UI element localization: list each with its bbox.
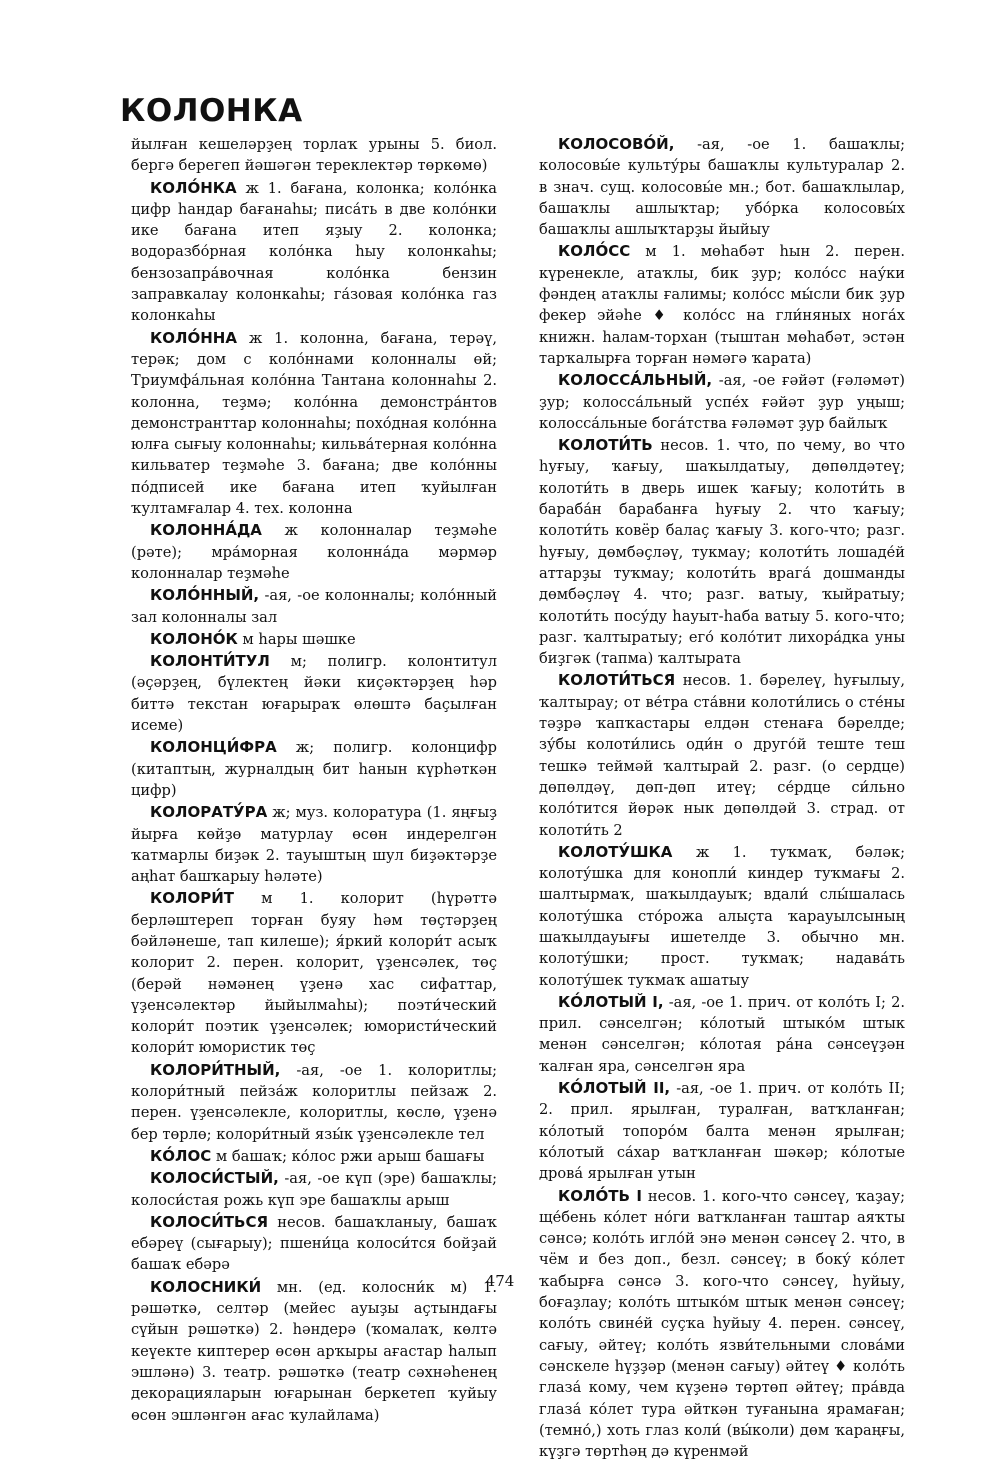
entry-text: м башаҡ; ко́лос ржи арыш башағы xyxy=(211,1147,485,1165)
entry-headword: КОЛОССА́ЛЬНЫЙ, xyxy=(558,371,713,390)
left-column xyxy=(131,134,497,1427)
dictionary-entry xyxy=(131,1168,497,1211)
entry-headword: КОЛОСНИКИ́ xyxy=(150,1277,262,1296)
entry-text: -ая, -ое 1. колоритлы; колори́тный пейза́ж колоритлы пейзаж 2. перен. үҙенсәлекле, колоритлы, көслө, үҙенә бер төрлө; колори́тный язы́к үҙенсәлекле тел xyxy=(131,1061,497,1143)
dictionary-entry xyxy=(131,178,497,327)
dictionary-entry xyxy=(539,842,905,991)
entry-headword: КОЛОСИ́СТЫЙ, xyxy=(150,1169,279,1188)
entry-headword: КО́ЛОТЫЙ II, xyxy=(558,1079,671,1098)
entry-text: -ая, -ое колонналы; коло́нный зал колонналы зал xyxy=(131,587,497,626)
dictionary-entry xyxy=(131,651,497,736)
dictionary-entry xyxy=(539,1078,905,1184)
entry-text: -ая, -ое 1. прич. от коло́ть II; 2. прил. ярылған, туралған, ватҡланған; ко́лотый топоро́м балта менән ярылған; ко́лотый са́хар ватҡланған шәкәр; ко́лотые дрова́ ярылған утын xyxy=(539,1080,905,1183)
dictionary-entry xyxy=(131,520,497,584)
entry-text: -ая, -ое 1. прич. от коло́ть I; 2. прил. сәнселгән; ко́лотый штыко́м штык менән сәнселгән; ко́лотая ра́на сәнсеүҙән ҡалған яра, сәнселгән яра xyxy=(539,993,905,1075)
entry-headword: КОЛО́СС xyxy=(558,242,631,261)
dictionary-entry xyxy=(131,1277,497,1426)
entry-text: -ая, -ое 1. башаҡлы; колосовы́е культу́ры башаҡлы культуралар 2. в знач. сущ. колосовы́е мн.; бот. башаҡлылар, башаҡлы ашлыҡтар; убо́рка колосовы́х башаҡлы ашлыҡтарҙы йыйыу xyxy=(539,136,905,239)
entry-text: -ая, -ое күп (эре) башаҡлы; колоси́стая рожь күп эре башаҡлы арыш xyxy=(131,1170,497,1209)
entry-text: м; полигр. колонтитул (әҫәрҙең, бүлектең йәки киҫәктәрҙең һәр биттә текстан юғарыраҡ өлөштә баҫылған исеме) xyxy=(131,653,497,735)
entry-headword: КОЛО́НКА xyxy=(150,178,237,197)
entry-text: йылған кешеләрҙең торлаҡ урыны 5. биол. бергә берегеп йәшәгән тереклектәр төркөмө) xyxy=(131,136,497,175)
entry-text: м 1. колорит (һүрәттә берләштереп торған буяу һәм төҫтәрҙең бәйләнеше, тап килеше); я́ркий колори́т асыҡ колорит 2. перен. колорит, үҙенсәлек, төҫ (берәй нәмәнең үҙенә хас сифаттар, үҙенсәлектәр йыйылмаһы); поэти́ческий колори́т поэтик үҙенсәлек; юмористи́ческий колори́т юмористик төҫ xyxy=(131,890,497,1057)
dictionary-entry xyxy=(131,629,497,650)
entry-text: ж 1. колонна, бағана, терәү, терәк; дом с коло́ннами колонналы өй; Триумфа́льная коло́нна Тантана колоннаһы 2. колонна, теҙмә; коло́нна демонстра́нтов демонстранттар колоннаһы; похо́дная коло́нна юлға сығыу колоннаһы; кильва́терная коло́нна кильватер теҙмәһе 3. бағана; две коло́нны по́дписей ике бағана итеп ҡуйылған ҡултамғалар 4. тех. колонна xyxy=(131,329,497,518)
dictionary-entry xyxy=(131,328,497,520)
entry-headword: КОЛО́ННА xyxy=(150,328,237,347)
entry-headword: КОЛО́ТЬ I xyxy=(558,1186,642,1205)
entry-headword: КОЛОНЦИ́ФРА xyxy=(150,738,277,757)
entry-headword: КОЛОРИ́Т xyxy=(150,889,235,908)
dictionary-entry xyxy=(131,1060,497,1145)
entry-text: несов. 1. бәрелеү, һуғылыу, ҡалтырау; от ве́тра ста́вни колоти́лись о сте́ны тәҙрә ҡапҡастары елдән стенаға бәрелде; зу́бы колоти́лись оди́н о друго́й теште теш тешкә теймәй ҡалтырай 2. разг. (о сердце) дөпөлдәү, дөп-дөп итеү; се́рдце си́льно коло́тится йөрәк нык дөпөлдәй 3. страд. от колоти́ть 2 xyxy=(539,672,905,839)
entry-text: ж; муз. колоратура (1. яңғыҙ йырға көйҙө матурлау өсөн индерелгән ҡатмарлы биҙәк 2. тауыштың шул биҙәктәрҙе аңһат башҡарыу һәләте) xyxy=(131,804,497,886)
dictionary-entry xyxy=(131,802,497,887)
entry-headword: КОЛОСИ́ТЬСЯ xyxy=(150,1212,269,1231)
entry-text: ж 1. бағана, колонка; коло́нка цифр һандар бағанаһы; писа́ть в две коло́нки ике бағана итеп яҙыу 2. колонка; водоразбо́рная коло́нка һыу колонкаһы; бензозапра́вочная коло́нка бензин заправкалау колонкаһы; га́зовая коло́нка газ колонкаһы xyxy=(131,179,497,325)
entry-headword: КОЛОТИ́ТЬ xyxy=(558,436,653,455)
entry-headword: КО́ЛОС xyxy=(150,1146,212,1165)
right-column xyxy=(539,134,905,1463)
dictionary-entry xyxy=(131,134,497,177)
dictionary-entry xyxy=(131,1146,497,1167)
entry-headword: КОЛОТУ́ШКА xyxy=(558,842,673,861)
dictionary-entry xyxy=(539,134,905,240)
entry-headword: КОЛОТИ́ТЬСЯ xyxy=(558,671,676,690)
entry-text: несов. 1. кого-что сәнсеү, ҡаҙау; ще́бень ко́лет но́ги ватҡланған таштар аяҡты сәнсә; коло́ть игло́й энә менән сәнсеү 2. что, в чём и без доп., безл. сәнсеү; в боку́ ко́лет ҡабырға сәнсә 3. кого-что сәнсеү, һуйыу, боғаҙлау; коло́ть штыко́м штык менән сәнсеү; коло́ть свине́й суҫҡа һуйыу 4. перен. сәнсеү, сағыу, әйтеү; коло́ть язви́тельными слова́ми сәнскеле һүҙҙәр (менән сағыу) әйтеү ♦ коло́ть глаза́ кому, чем күҙенә төртөп әйтеү; пра́вда глаза́ ко́лет тура әйткән туғанына ярамаған; (темно́,) хоть глаз коли́ (вы́коли) дөм ҡараңғы, күҙгә төртһәң дә күренмәй xyxy=(539,1187,905,1461)
entry-text: ж 1. туҡмаҡ, бәләк; колоту́шка для конопли́ киндер туҡмағы 2. шалтырмаҡ, шаҡылдауыҡ; вдали́ слы́шалась колоту́шка сто́рожа алыҫта ҡарауылсының шаҡылдауығы ишетелде 3. обычно мн. колоту́шки; прост. туҡмаҡ; надава́ть колоту́шек туҡмаҡ ашатыу xyxy=(539,843,905,989)
dictionary-entry xyxy=(539,435,905,669)
dictionary-entry xyxy=(539,992,905,1077)
running-head: КОЛОНКА xyxy=(120,93,303,129)
entry-text: несов. башаҡланыу, башаҡ ебәреү (сығарыу); пшени́ца колоси́тся бойҙай башаҡ ебәрә xyxy=(131,1213,497,1274)
entry-text: несов. 1. что, по чему, во что һуғыу, ҡағыу, шаҡылдатыу, дөпөлдәтеү; колоти́ть в дверь ишек ҡағыу; колоти́ть в бараба́н барабанға һуғыу 2. что ҡағыу; колоти́ть ковёр балаҫ ҡағыу 3. кого-что; разг. һуғыу, дөмбәҫләү, тукмау; колоти́ть лошаде́й аттарҙы туҡмау; колоти́ть врага́ дошманды дөмбәҫләү 4. что; разг. ватыу, ҡыйратыу; колоти́ть посу́ду һауыт-һаба ватыу 5. кого-что; разг. ҡалтыратыу; его́ коло́тит лихора́дка уны биҙгәк (тапма) ҡалтырата xyxy=(539,437,905,668)
entry-headword: КОЛОРАТУ́РА xyxy=(150,803,268,822)
entry-headword: КОЛО́ННЫЙ, xyxy=(150,586,260,605)
entry-text: м һары шәшке xyxy=(237,630,356,648)
entry-headword: КОЛОНТИ́ТУЛ xyxy=(150,652,270,671)
dictionary-entry xyxy=(131,585,497,628)
dictionary-entry xyxy=(539,370,905,434)
entry-text: мн. (ед. колосни́к м) 1. рәшәткә, селтәр (мейес ауыҙы аҫтындағы сүйын рәшәткә) 2. һәндерә (ҡомалаҡ, көлтә кеүекте киптерер өсөн арҡыры ағастар һалып эшләнә) 3. театр. рәшәткә (театр сәхнәһенең декорацияларын юғарынан беркетеп ҡуйыу өсөн эшләнгән ағас ҡулайлама) xyxy=(131,1278,497,1424)
dictionary-entry xyxy=(539,241,905,369)
entry-text: ж; полигр. колонцифр (китаптың, журналдың бит һанын күрһәткән цифр) xyxy=(131,739,497,799)
dictionary-entry xyxy=(539,670,905,840)
entry-headword: КОЛОННА́ДА xyxy=(150,521,262,540)
entry-text: ж колонналар теҙмәһе (рәте); мра́морная колонна́да мәрмәр колонналар теҙмәһе xyxy=(131,522,497,582)
dictionary-entry xyxy=(131,1212,497,1276)
entry-headword: КО́ЛОТЫЙ I, xyxy=(558,992,664,1011)
dictionary-entry xyxy=(131,888,497,1058)
entry-text: м 1. мөһабәт һын 2. перен. күренекле, атаҡлы, бик ҙур; коло́сс нау́ки фәндең атаҡлы ғалимы; коло́сс мы́сли бик ҙур фекер эйәһе ♦ коло́сс на гли́няных нога́х книжн. һалам-торхан (тыштан мөһабәт, эстән тарҡалырға торған нәмәгә ҡарата) xyxy=(539,243,905,367)
entry-headword: КОЛОНО́К xyxy=(150,629,238,648)
dictionary-entry xyxy=(131,737,497,801)
entry-headword: КОЛОРИ́ТНЫЙ, xyxy=(150,1060,281,1079)
dictionary-entry xyxy=(539,1186,905,1463)
page-number: 474 xyxy=(485,1272,515,1290)
entry-text: -ая, -ое ғәйәт (ғәләмәт) ҙур; колосса́льный успе́х ғәйәт ҙур уңыш; колосса́льные бога́тства ғәләмәт ҙур байлыҡ xyxy=(539,372,905,432)
entry-headword: КОЛОСОВО́Й, xyxy=(558,135,675,153)
